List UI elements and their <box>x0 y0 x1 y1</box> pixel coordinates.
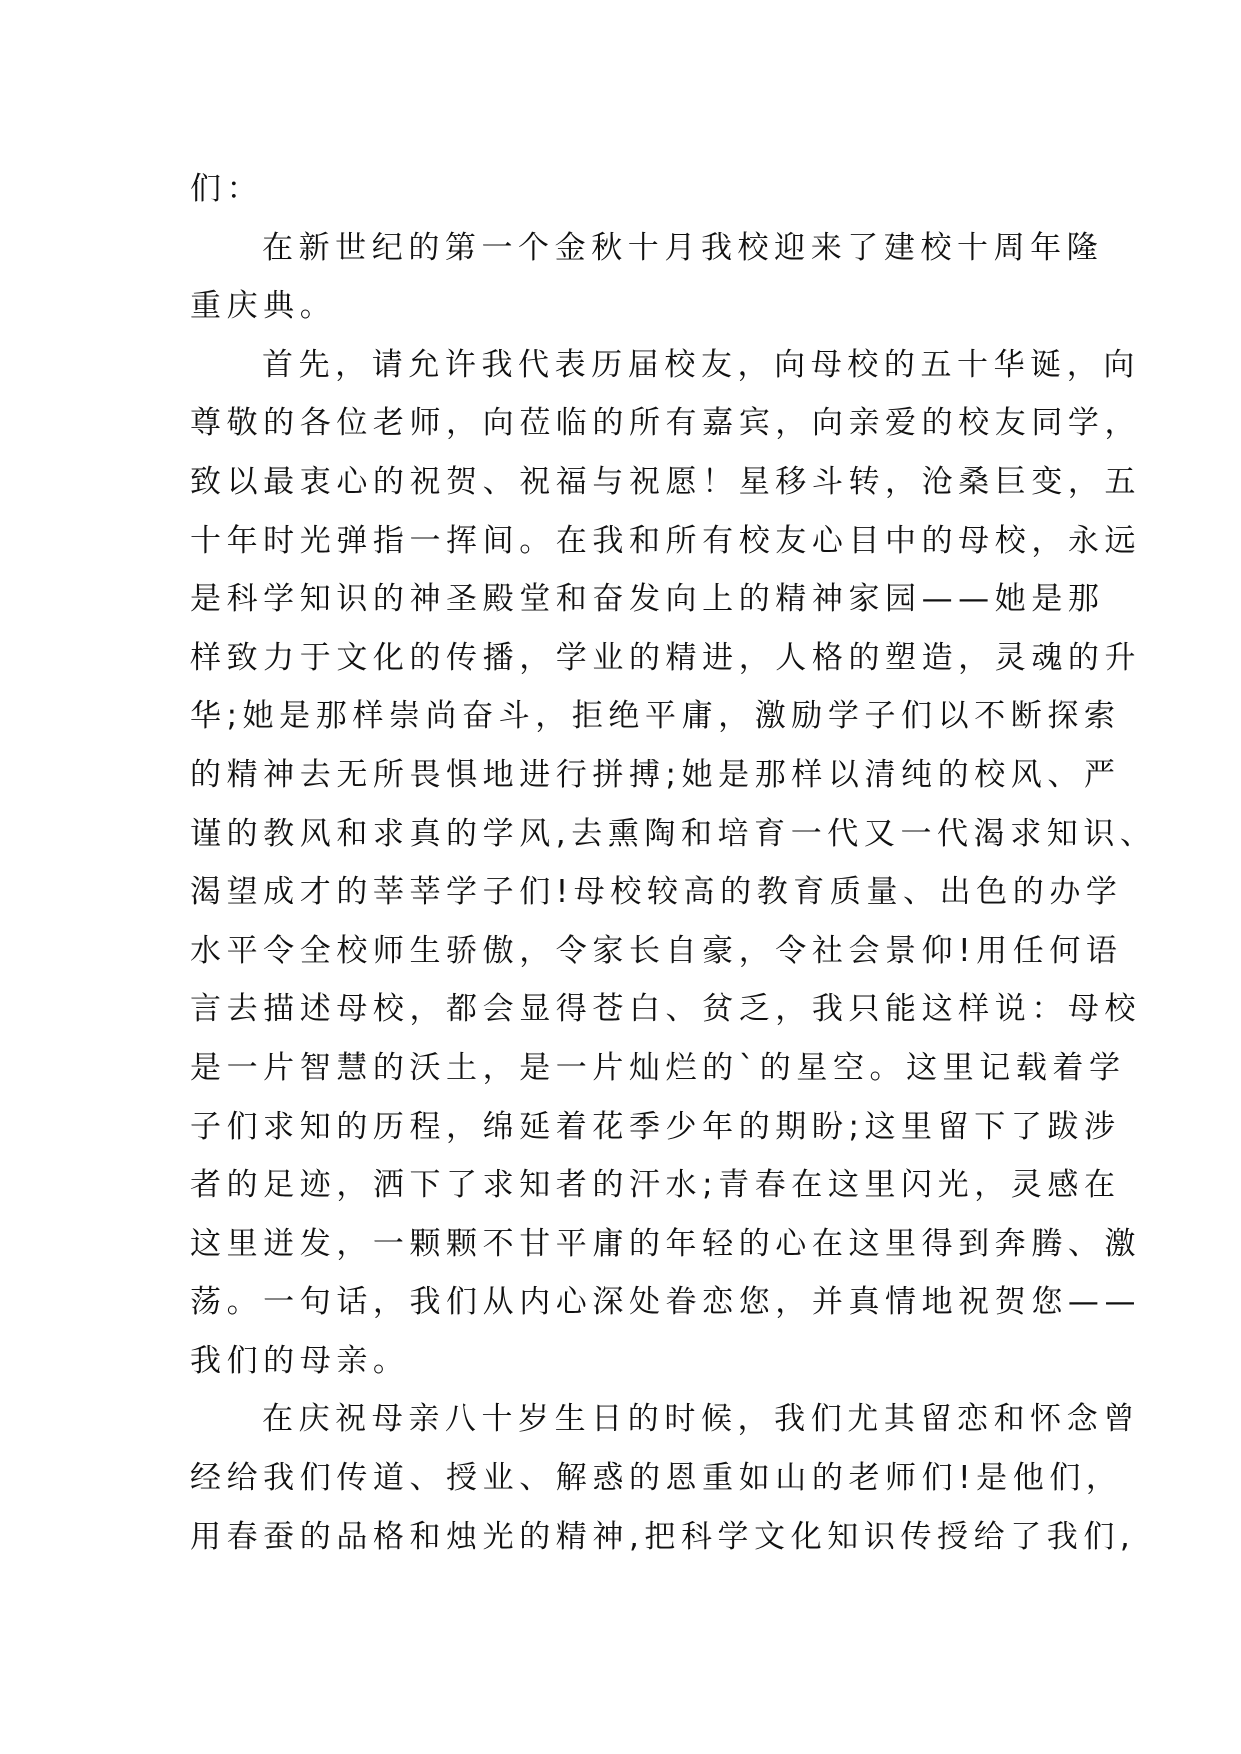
text-line: 我们的母亲。 <box>190 1342 410 1379</box>
text-line: 首先，请允许我代表历届校友，向母校的五十华诞，向 <box>262 346 1140 383</box>
text-line: 言去描述母校，都会显得苍白、贫乏，我只能这样说：母校 <box>190 991 1142 1028</box>
text-line: 这里迸发，一颗颗不甘平庸的年轻的心在这里得到奔腾、激 <box>190 1225 1142 1262</box>
text-line: 子们求知的历程，绵延着花季少年的期盼;这里留下了跋涉 <box>190 1108 1121 1145</box>
text-line: 经给我们传道、授业、解惑的恩重如山的老师们!是他们， <box>190 1460 1123 1497</box>
text-line: 的精神去无所畏惧地进行拼搏;她是那样以清纯的校风、严 <box>190 756 1121 793</box>
text-line: 荡。一句话，我们从内心深处眷恋您，并真情地祝贺您—— <box>190 1284 1142 1321</box>
text-line: 华;她是那样崇尚奋斗，拒绝平庸，激励学子们以不断探索 <box>190 698 1121 735</box>
text-line: 重庆典。 <box>190 288 337 325</box>
text-line: 是科学知识的神圣殿堂和奋发向上的精神家园——她是那 <box>190 581 1105 618</box>
document-body <box>190 160 1157 1566</box>
text-line: 谨的教风和求真的学风,去熏陶和培育一代又一代渴求知识、 <box>190 815 1157 852</box>
text-line: 们： <box>190 171 264 207</box>
text-line: 样致力于文化的传播，学业的精进，人格的塑造，灵魂的升 <box>190 639 1142 676</box>
text-line: 是一片智慧的沃土，是一片灿烂的`的星空。这里记载着学 <box>190 1049 1126 1086</box>
text-line: 十年时光弹指一挥间。在我和所有校友心目中的母校，永远 <box>190 522 1142 559</box>
text-line: 渴望成才的莘莘学子们!母校较高的教育质量、出色的办学 <box>190 874 1123 911</box>
text-line: 者的足迹，洒下了求知者的汗水;青春在这里闪光，灵感在 <box>190 1167 1121 1204</box>
text-line: 致以最衷心的祝贺、祝福与祝愿！星移斗转，沧桑巨变，五 <box>190 463 1142 500</box>
text-line: 用春蚕的品格和烛光的精神,把科学文化知识传授给了我们, <box>190 1518 1136 1555</box>
text-line: 水平令全校师生骄傲，令家长自豪，令社会景仰!用任何语 <box>190 932 1123 969</box>
text-line: 尊敬的各位老师，向莅临的所有嘉宾，向亲爱的校友同学， <box>190 405 1142 442</box>
text-line: 在新世纪的第一个金秋十月我校迎来了建校十周年隆 <box>262 229 1104 266</box>
text-line: 在庆祝母亲八十岁生日的时候，我们尤其留恋和怀念曾 <box>262 1401 1140 1438</box>
